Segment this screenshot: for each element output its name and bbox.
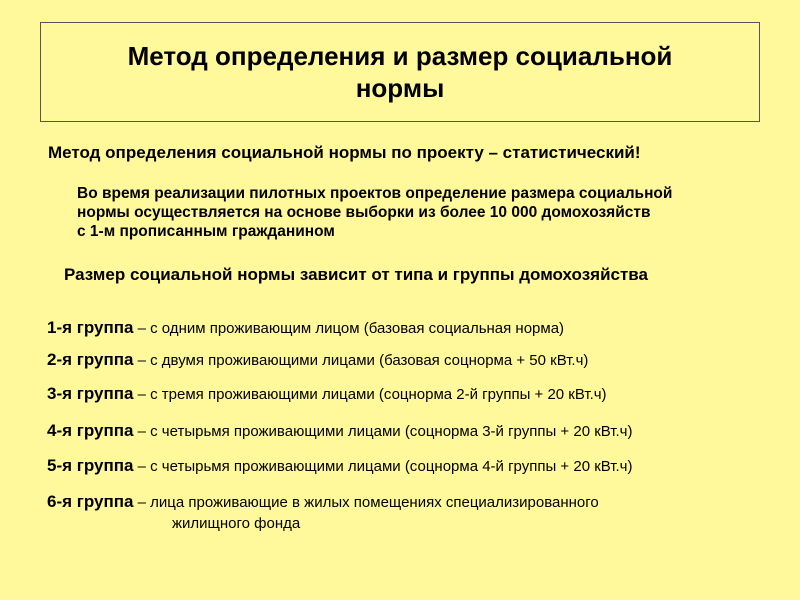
group-label: 2-я группа (47, 350, 134, 369)
size-heading: Размер социальной нормы зависит от типа и группы домохозяйства (64, 265, 648, 284)
group-label: 5-я группа (47, 456, 134, 475)
group-item-2 (47, 350, 588, 370)
group-item-4 (47, 421, 632, 441)
group-label: 3-я группа (47, 384, 134, 403)
group-description: – с четырьмя проживающими лицами (соцнорма 4-й группы + 20 кВт.ч) (133, 458, 633, 475)
page-title: Метод определения и размер социальной нормы (127, 41, 673, 103)
method-statement: Метод определения социальной нормы по проекту – статистический! (48, 143, 641, 162)
group-item-3 (47, 384, 607, 404)
group-description: – с одним проживающим лицом (базовая социальная норма) (133, 320, 565, 337)
group-item-1 (47, 318, 564, 338)
group-description: – лица проживающие в жилых помещениях специализированного (133, 494, 599, 511)
group-description: – с тремя проживающими лицами (соцнорма 2-й группы + 20 кВт.ч) (133, 386, 607, 403)
group-description: – с четырьмя проживающими лицами (соцнорма 3-й группы + 20 кВт.ч) (133, 423, 633, 440)
group-description-continued: жилищного фонда (172, 515, 301, 532)
group-label: 4-я группа (47, 421, 134, 440)
group-item-5 (47, 456, 632, 476)
title-box (40, 22, 760, 122)
pilot-paragraph: Во время реализации пилотных проектов определение размера социальной нормы осуществляется на основе выборки из более 10 000 домохозяйств с 1-м прописанным гражданином (77, 185, 673, 240)
group-label: 1-я группа (47, 318, 134, 337)
group-label: 6-я группа (47, 492, 134, 511)
group-description: – с двумя проживающими лицами (базовая соцнорма + 50 кВт.ч) (133, 352, 589, 369)
group-item-6 (47, 492, 599, 533)
